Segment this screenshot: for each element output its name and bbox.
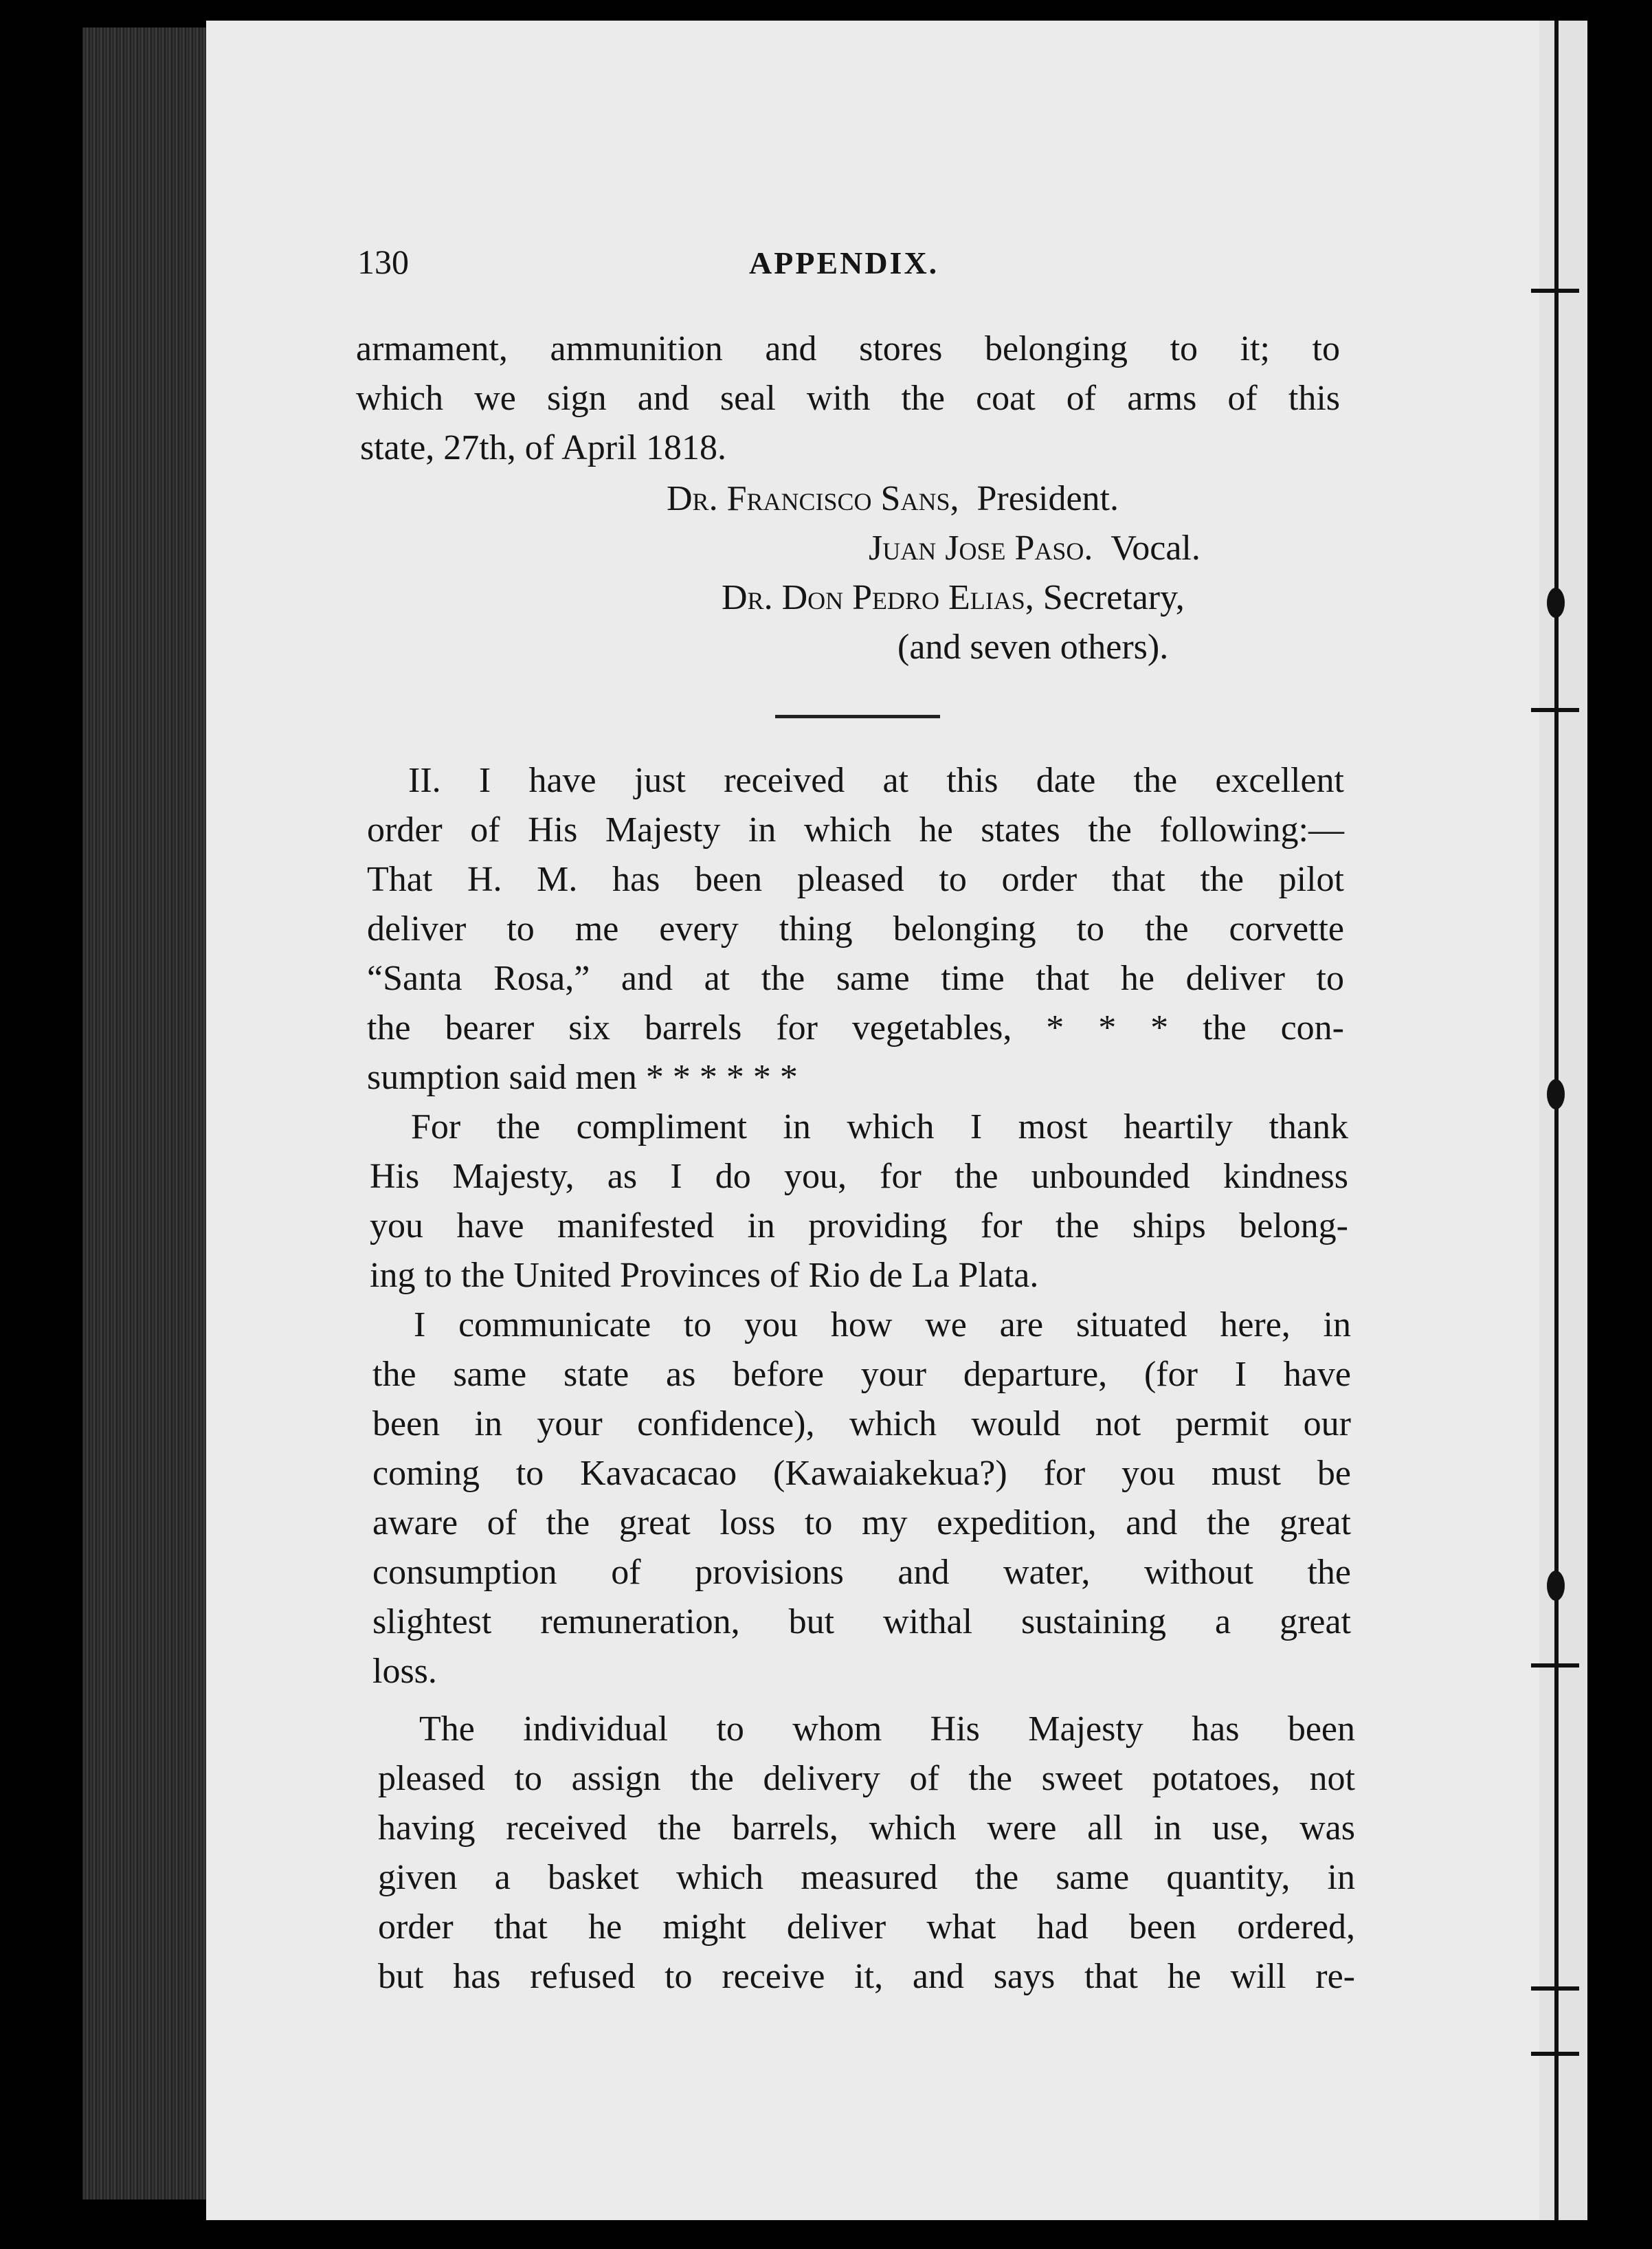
text-line: For the compliment in which I most heartily thank bbox=[411, 1107, 1348, 1146]
text-line: loss. bbox=[372, 1652, 437, 1691]
text-line: the bearer six barrels for vegetables, * * * the con- bbox=[367, 1008, 1344, 1048]
text-line: order of His Majesty in which he states the following:— bbox=[367, 810, 1344, 850]
ink-blot bbox=[1547, 588, 1565, 618]
signature-line bbox=[667, 481, 1119, 517]
text-line: His Majesty, as I do you, for the unbounded kindness bbox=[370, 1157, 1348, 1196]
text-line: ing to the United Provinces of Rio de La Plata. bbox=[370, 1256, 1039, 1295]
text-line: That H. M. has been pleased to order that the pilot bbox=[367, 860, 1344, 899]
text-line: but has refused to receive it, and says that he will re- bbox=[378, 1957, 1355, 1996]
text-line: which we sign and seal with the coat of arms of this bbox=[356, 379, 1340, 418]
text-line: I communicate to you how we are situated here, in bbox=[414, 1305, 1351, 1344]
signatory-role: Vocal. bbox=[1110, 529, 1201, 568]
margin-tick bbox=[1531, 1986, 1579, 1991]
signature-line bbox=[869, 531, 1201, 566]
text-line: armament, ammunition and stores belonging to it; to bbox=[356, 329, 1340, 368]
text-line: state, 27th, of April 1818. bbox=[360, 428, 726, 467]
margin-tick bbox=[1531, 2052, 1579, 2056]
text-line: aware of the great loss to my expedition, and the great bbox=[372, 1503, 1351, 1542]
text-line: you have manifested in providing for the ships belong- bbox=[370, 1206, 1348, 1245]
signatory-role: President. bbox=[976, 479, 1119, 518]
margin-tick bbox=[1531, 289, 1579, 293]
running-head: APPENDIX. bbox=[749, 245, 939, 280]
section-divider bbox=[775, 715, 940, 718]
binding-line bbox=[1554, 21, 1559, 2220]
signatory-role: Secretary, bbox=[1042, 578, 1185, 617]
margin-tick bbox=[1531, 1663, 1579, 1668]
signature-line bbox=[722, 580, 1185, 616]
ink-blot bbox=[1547, 1079, 1565, 1109]
text-line: been in your confidence), which would not permit our bbox=[372, 1404, 1351, 1443]
ink-blot bbox=[1547, 1571, 1565, 1601]
text-line: slightest remuneration, but withal sustaining a great bbox=[372, 1602, 1351, 1641]
text-line: pleased to assign the delivery of the sweet potatoes, not bbox=[378, 1759, 1355, 1798]
text-line: the same state as before your departure, (for I have bbox=[372, 1355, 1351, 1394]
text-line: coming to Kavacacao (Kawaiakekua?) for you must be bbox=[372, 1454, 1351, 1493]
text-line: sumption said men * * * * * * bbox=[367, 1058, 798, 1097]
text-line: order that he might deliver what had been ordered, bbox=[378, 1907, 1355, 1947]
text-line: II. I have just received at this date the excellent bbox=[408, 761, 1344, 800]
text-line: The individual to whom His Majesty has been bbox=[419, 1709, 1355, 1749]
right-margin bbox=[1539, 21, 1587, 2220]
signatory-name: Dr. Don Pedro Elias, bbox=[722, 578, 1034, 617]
text-line: deliver to me every thing belonging to the corvette bbox=[367, 909, 1344, 949]
text-line: given a basket which measured the same quantity, in bbox=[378, 1858, 1355, 1897]
signatory-name: Juan Jose Paso. bbox=[869, 529, 1093, 568]
margin-tick bbox=[1531, 708, 1579, 712]
signatory-name: Dr. Francisco Sans, bbox=[667, 479, 959, 518]
page-number: 130 bbox=[357, 243, 409, 281]
text-line: having received the barrels, which were all in use, was bbox=[378, 1808, 1355, 1848]
signature-note: (and seven others). bbox=[897, 628, 1169, 667]
text-line: consumption of provisions and water, without the bbox=[372, 1553, 1351, 1592]
text-line: “Santa Rosa,” and at the same time that he deliver to bbox=[367, 959, 1344, 998]
